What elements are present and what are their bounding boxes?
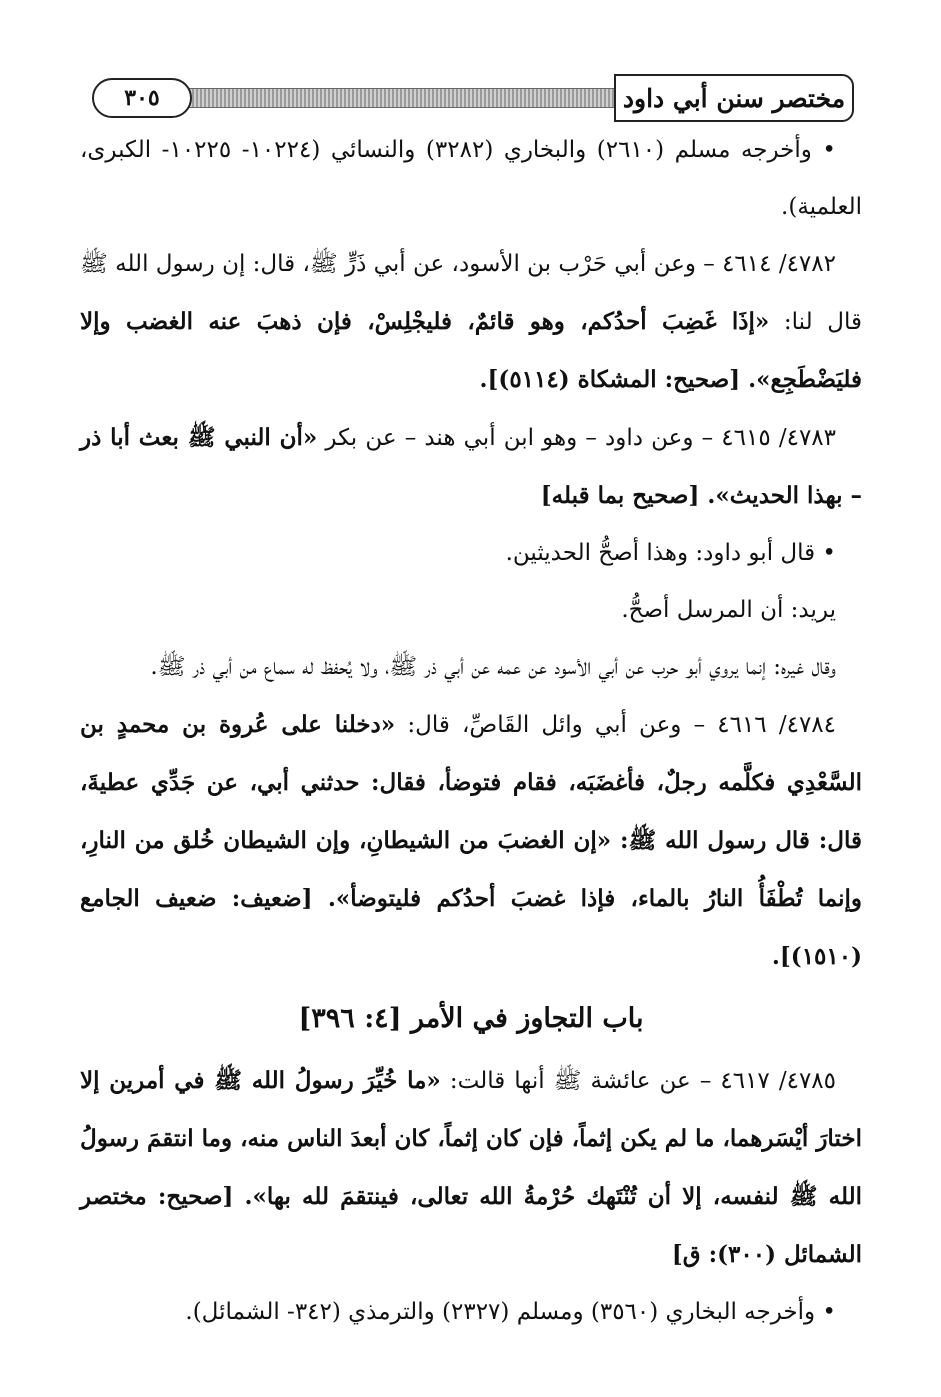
hadith-number: ٤٧٨٣/ ٤٦١٥ – — [701, 425, 837, 451]
page-number — [92, 78, 192, 118]
hadith-paragraph — [80, 236, 862, 409]
hadith-text: «أن النبي ﷺ بعث أبا ذر – بهذا الحديث». [صحيح بما قبله] — [80, 424, 862, 509]
page-number-text: ٣٠٥ — [124, 85, 160, 111]
hadith-chain: عن عائشة ﷺ أنها قالت: — [440, 1068, 700, 1094]
paragraph-text: • وأخرجه البخاري (٣٥٦٠) ومسلم (٢٣٢٧) والترمذي (٣٤٢- الشمائل). — [185, 1299, 836, 1325]
hadith-text: «دخلنا على عُروة بن محمدٍ بن السَّعْدِي فكلَّمه رجلٌ، فأغضَبَه، فقام فتوضأ، فقال: حدثني أبي، عن جَدِّي عطيةَ، قال: قال رسول الله ﷺ: «إن الغضبَ من الشيطانِ، وإن الشيطان خُلق من النارِ، وإنما تُطْفَأُ النارُ بالماء، فإذا غضبَ أحدُكم فليتوضأ». [ضعيف: ضعيف الجامع (١٥١٠)]. — [80, 711, 862, 970]
note-paragraph — [80, 582, 862, 639]
hadith-text: «ما خُيِّرَ رسولُ الله ﷺ في أمرين إلا اختارَ أيْسَرهما، ما لم يكن إثماً، فإن كان إثماً، كان أبعدَ الناس منه، وما انتقمَ رسولُ الله ﷺ لنفسه، إلا أن تُنْتَهك حُرْمةُ الله تعالى، فينتقمَ لله بها». [صحيح: مختصر الشمائل (٣٠٠): ق] — [80, 1067, 862, 1268]
chapter-heading: باب التجاوز في الأمر [٤: ٣٩٦] — [298, 1003, 644, 1034]
page-body — [80, 122, 862, 1341]
hadith-number: ٤٧٨٤/ ٤٦١٦ – — [693, 712, 837, 738]
paragraph-text: • قال أبو داود: وهذا أصحُّ الحديثين. — [505, 540, 836, 566]
hadith-chain: وعن داود – وهو ابن أبي هند – عن بكر — [317, 425, 702, 451]
hadith-number: ٤٧٨٥/ ٤٦١٧ – — [699, 1068, 837, 1094]
page-header — [84, 72, 854, 122]
paragraph-text: • وأخرجه مسلم (٢٦١٠) والبخاري (٣٢٨٢) والنسائي (١٠٢٢٤- ١٠٢٢٥- الكبرى، العلمية). — [80, 137, 862, 220]
hadith-chain: وعن أبي حَرْب بن الأسود، عن أبي ذَرٍّ ﷺ، قال: إن رسول الله ﷺ قال لنا: — [80, 251, 862, 335]
hadith-chain: وعن أبي وائل القَاصِّ، قال: — [395, 712, 694, 738]
hadith-paragraph — [80, 409, 862, 525]
book-title-text: مختصر سنن أبي داود — [622, 83, 846, 113]
book-title — [614, 74, 854, 122]
hadith-paragraph — [80, 1052, 862, 1284]
note-paragraph — [80, 525, 862, 582]
footnote-paragraph — [80, 122, 862, 236]
paragraph-text: يريد: أن المرسل أصحُّ. — [621, 597, 836, 623]
note-paragraph — [80, 639, 862, 696]
hadith-paragraph — [80, 696, 862, 986]
footnote-paragraph — [80, 1284, 862, 1341]
hadith-text: «إذَا غَضِبَ أحدُكم، وهو قائمٌ، فليجْلِسْ، فإن ذهبَ عنه الغضب وإلا فليَضْطَجِع». [صحيح: المشكاة (٥١١٤)]. — [80, 308, 862, 393]
hadith-number: ٤٧٨٢/ ٤٦١٤ – — [703, 251, 836, 277]
paragraph-text: وقال غيره: إنما يروي أبو حرب عن أبي الأسود عن عمه عن أبي ذر ﷺ، ولا يُحفظ له سماع من أبي ذر ﷺ. — [150, 654, 836, 680]
